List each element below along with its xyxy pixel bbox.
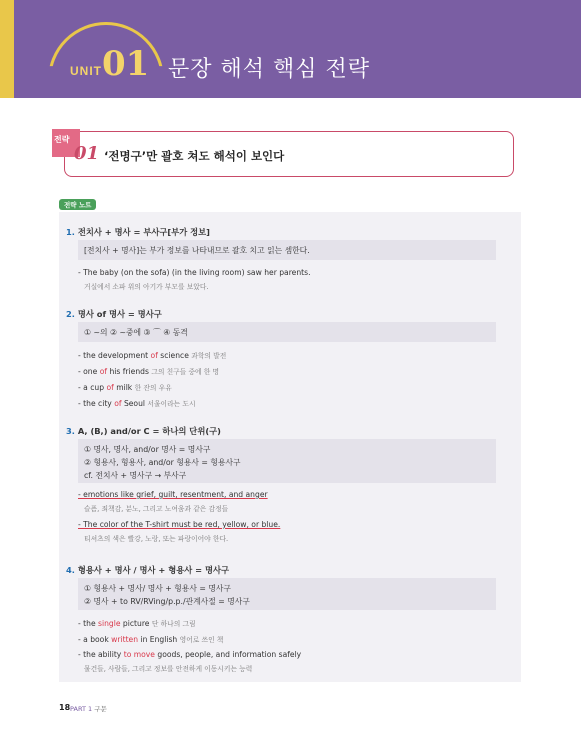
rule-line: ② 명사 + to RV/RVing/p.p./관계사절 = 명사구: [84, 597, 250, 606]
example-translation: 거실에서 소파 위의 아기가 부모를 보았다.: [84, 283, 209, 291]
rule-line: ① ~의 ② ~중에 ③ ⌒ ④ 동격: [84, 328, 188, 337]
section-4-rule-box: [78, 578, 496, 610]
example-line: - The baby (on the sofa) (in the living room) saw her parents.: [78, 268, 311, 277]
page-number: 18: [59, 703, 71, 712]
strategy-number: 01: [74, 143, 100, 164]
part-label: PART 1 구문: [70, 705, 107, 713]
section-2-title: [66, 308, 162, 320]
rule-line: ② 형용사, 형용사, and/or 형용사 = 형용사구: [84, 458, 241, 467]
section-2-rule-box: [78, 322, 496, 342]
section-heading: 명사 of 명사 = 명사구: [77, 309, 162, 319]
example-line: - the ability to move goods, people, and information safely: [78, 650, 302, 659]
unit-number: 01: [102, 44, 150, 84]
note-badge: 전략 노트: [59, 199, 96, 210]
section-heading: 전치사 + 명사 = 부사구[부가 정보]: [77, 227, 210, 237]
example-translation: 티셔츠의 색은 빨강, 노랑, 또는 파랑이어야 한다.: [84, 535, 229, 543]
banner-stripe: [0, 0, 14, 98]
example-line: - a book written in English 영어로 쓰인 책: [78, 635, 224, 644]
example-line: - The color of the T-shirt must be red, yellow, or blue.: [78, 520, 281, 529]
section-heading: A, (B,) and/or C = 하나의 단위(구): [77, 426, 221, 436]
section-1-title: [66, 226, 210, 238]
example-translation: 슬픔, 죄책감, 분노, 그리고 노여움과 같은 감정들: [84, 505, 229, 513]
unit-title: 문장 해석 핵심 전략: [168, 57, 370, 82]
section-1-rule-box: [78, 240, 496, 260]
section-heading: 형용사 + 명사 / 명사 + 형용사 = 명사구: [77, 565, 230, 575]
section-number: 2.: [66, 309, 75, 319]
section-number: 3.: [66, 426, 75, 436]
strategy-title: ‘전명구’만 괄호 쳐도 해석이 보인다: [104, 149, 285, 163]
rule-line: ① 형용사 + 명사/ 명사 + 형용사 = 명사구: [84, 584, 231, 593]
example-translation: 물건들, 사람들, 그리고 정보를 안전하게 이동시키는 능력: [84, 665, 253, 673]
section-number: 1.: [66, 227, 75, 237]
section-number: 4.: [66, 565, 75, 575]
rule-line: ① 명사, 명사, and/or 명사 = 명사구: [84, 445, 211, 454]
example-line: - a cup of milk 한 잔의 우유: [78, 383, 172, 392]
rule-line: [전치사 + 명사]는 부가 정보를 나타내므로 괄호 치고 읽는 셈한다.: [84, 246, 310, 255]
example-line: - emotions like grief, guilt, resentment, and anger: [78, 490, 268, 499]
strategy-tag-label: 전략: [54, 135, 70, 144]
section-4-title: [66, 564, 229, 576]
example-line: - the single picture 단 하나의 그림: [78, 619, 196, 628]
example-line: - the development of science 과학의 발전: [78, 351, 227, 360]
section-3-title: [66, 425, 221, 437]
rule-line: cf. 전치사 + 명사구 → 부사구: [84, 471, 187, 480]
example-line: - the city of Seoul 서울이라는 도시: [78, 399, 196, 408]
unit-label: UNIT: [70, 64, 102, 78]
example-line: - one of his friends 그의 친구들 중에 한 명: [78, 367, 220, 376]
section-3-rule-box: [78, 439, 496, 483]
